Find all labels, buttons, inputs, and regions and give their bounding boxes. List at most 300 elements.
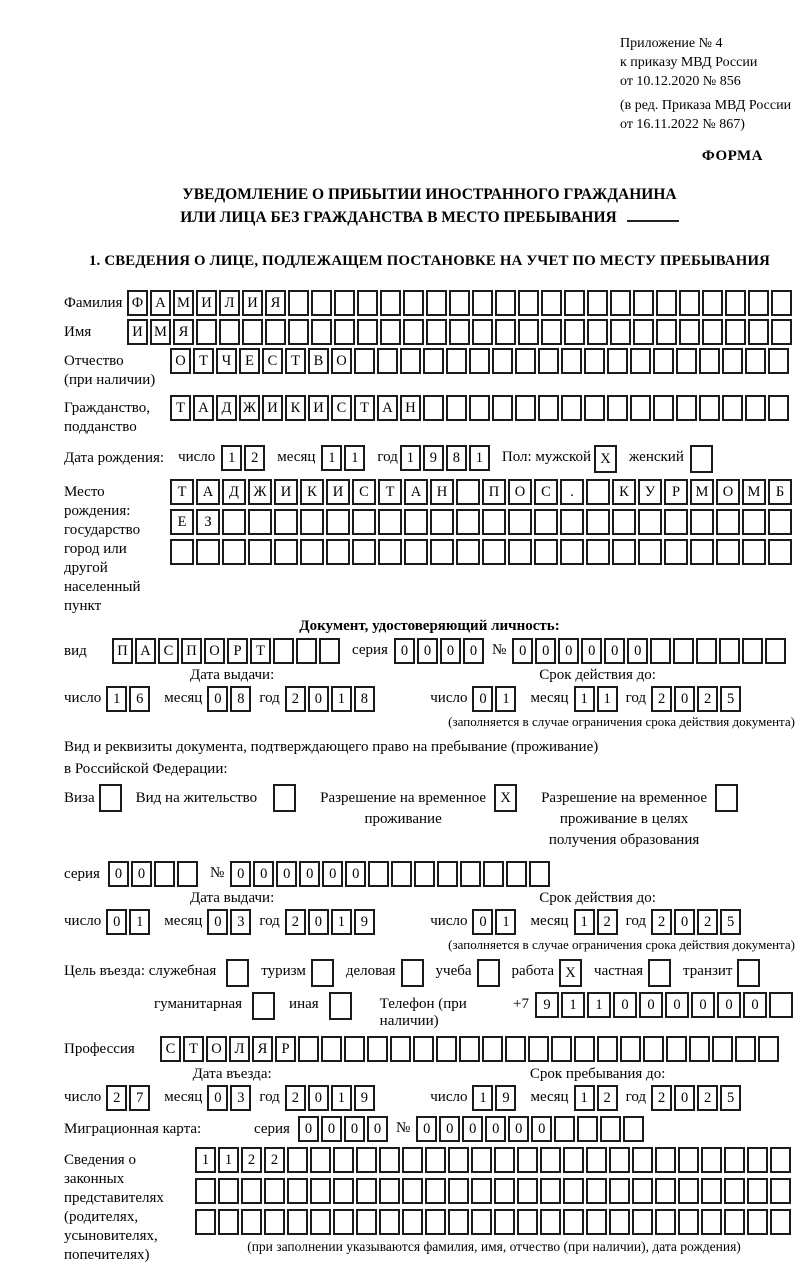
- char-box[interactable]: [702, 290, 723, 316]
- char-box[interactable]: 0: [508, 1116, 529, 1142]
- char-box[interactable]: [404, 509, 428, 535]
- char-box[interactable]: [423, 395, 444, 421]
- char-box[interactable]: [425, 1178, 446, 1204]
- char-box[interactable]: [699, 348, 720, 374]
- char-box[interactable]: [769, 992, 793, 1018]
- char-box[interactable]: [344, 1036, 365, 1062]
- char-box[interactable]: А: [150, 290, 171, 316]
- char-box[interactable]: [264, 1178, 285, 1204]
- char-box[interactable]: [515, 348, 536, 374]
- char-box[interactable]: [356, 1178, 377, 1204]
- char-box[interactable]: [357, 319, 378, 345]
- char-box[interactable]: [747, 1178, 768, 1204]
- char-box[interactable]: [287, 1209, 308, 1235]
- char-box[interactable]: [403, 319, 424, 345]
- char-box[interactable]: [587, 319, 608, 345]
- char-box[interactable]: [505, 1036, 526, 1062]
- char-box[interactable]: [472, 319, 493, 345]
- char-box[interactable]: [517, 1209, 538, 1235]
- char-box[interactable]: [196, 539, 220, 565]
- char-box[interactable]: Н: [430, 479, 454, 505]
- char-box[interactable]: [534, 539, 558, 565]
- char-box[interactable]: 0: [639, 992, 663, 1018]
- char-box[interactable]: 0: [308, 686, 329, 712]
- char-box[interactable]: [517, 1147, 538, 1173]
- char-box[interactable]: 0: [253, 861, 274, 887]
- char-box[interactable]: [402, 1147, 423, 1173]
- char-box[interactable]: [770, 1147, 791, 1173]
- char-box[interactable]: [508, 539, 532, 565]
- char-box[interactable]: [716, 509, 740, 535]
- char-box[interactable]: [722, 395, 743, 421]
- char-box[interactable]: И: [326, 479, 350, 505]
- char-box[interactable]: 0: [207, 1085, 228, 1111]
- char-box[interactable]: [664, 539, 688, 565]
- char-box[interactable]: [648, 959, 671, 987]
- char-box[interactable]: [300, 509, 324, 535]
- char-box[interactable]: [195, 1178, 216, 1204]
- char-box[interactable]: 0: [691, 992, 715, 1018]
- char-box[interactable]: [368, 861, 389, 887]
- char-box[interactable]: [482, 509, 506, 535]
- char-box[interactable]: [471, 1178, 492, 1204]
- char-box[interactable]: О: [204, 638, 225, 664]
- char-box[interactable]: А: [196, 479, 220, 505]
- char-box[interactable]: [377, 348, 398, 374]
- char-box[interactable]: [745, 348, 766, 374]
- char-box[interactable]: 0: [627, 638, 648, 664]
- char-box[interactable]: 0: [207, 686, 228, 712]
- char-box[interactable]: [367, 1036, 388, 1062]
- char-box[interactable]: [391, 861, 412, 887]
- char-box[interactable]: [310, 1147, 331, 1173]
- char-box[interactable]: [702, 319, 723, 345]
- char-box[interactable]: [333, 1209, 354, 1235]
- char-box[interactable]: [653, 348, 674, 374]
- char-box[interactable]: 0: [276, 861, 297, 887]
- char-box[interactable]: [357, 290, 378, 316]
- char-box[interactable]: [334, 290, 355, 316]
- char-box[interactable]: 1: [344, 445, 365, 471]
- char-box[interactable]: 1: [331, 1085, 352, 1111]
- char-box[interactable]: [551, 1036, 572, 1062]
- char-box[interactable]: [673, 638, 694, 664]
- char-box[interactable]: 5: [720, 1085, 741, 1111]
- char-box[interactable]: [460, 861, 481, 887]
- char-box[interactable]: Е: [170, 509, 194, 535]
- char-box[interactable]: [678, 1209, 699, 1235]
- char-box[interactable]: Е: [239, 348, 260, 374]
- char-box[interactable]: [329, 992, 352, 1020]
- char-box[interactable]: [679, 290, 700, 316]
- char-box[interactable]: [632, 1209, 653, 1235]
- char-box[interactable]: [541, 290, 562, 316]
- char-box[interactable]: [630, 348, 651, 374]
- char-box[interactable]: 2: [597, 1085, 618, 1111]
- char-box[interactable]: 1: [129, 909, 150, 935]
- char-box[interactable]: [600, 1116, 621, 1142]
- char-box[interactable]: Т: [183, 1036, 204, 1062]
- char-box[interactable]: [287, 1178, 308, 1204]
- char-box[interactable]: [561, 395, 582, 421]
- char-box[interactable]: [483, 861, 504, 887]
- char-box[interactable]: Ф: [127, 290, 148, 316]
- char-box[interactable]: [534, 509, 558, 535]
- char-box[interactable]: И: [308, 395, 329, 421]
- char-box[interactable]: 1: [574, 909, 595, 935]
- char-box[interactable]: И: [262, 395, 283, 421]
- char-box[interactable]: 0: [440, 638, 461, 664]
- char-box[interactable]: [632, 1147, 653, 1173]
- char-box[interactable]: Л: [229, 1036, 250, 1062]
- char-box[interactable]: [623, 1116, 644, 1142]
- char-box[interactable]: [326, 509, 350, 535]
- char-box[interactable]: [403, 290, 424, 316]
- char-box[interactable]: 0: [230, 861, 251, 887]
- char-box[interactable]: 0: [344, 1116, 365, 1142]
- char-box[interactable]: Д: [222, 479, 246, 505]
- char-box[interactable]: 0: [674, 1085, 695, 1111]
- char-box[interactable]: [196, 319, 217, 345]
- char-box[interactable]: [666, 1036, 687, 1062]
- char-box[interactable]: [469, 348, 490, 374]
- char-box[interactable]: И: [274, 479, 298, 505]
- char-box[interactable]: [664, 509, 688, 535]
- char-box[interactable]: С: [352, 479, 376, 505]
- char-box[interactable]: [515, 395, 536, 421]
- char-box[interactable]: [477, 959, 500, 987]
- char-box[interactable]: [222, 539, 246, 565]
- char-box[interactable]: [747, 1147, 768, 1173]
- char-box[interactable]: [426, 319, 447, 345]
- char-box[interactable]: [378, 539, 402, 565]
- char-box[interactable]: [586, 1178, 607, 1204]
- char-box[interactable]: [352, 539, 376, 565]
- char-box[interactable]: [586, 479, 610, 505]
- char-box[interactable]: А: [377, 395, 398, 421]
- char-box[interactable]: [333, 1147, 354, 1173]
- char-box[interactable]: [528, 1036, 549, 1062]
- char-box[interactable]: 2: [651, 1085, 672, 1111]
- char-box[interactable]: [638, 509, 662, 535]
- char-box[interactable]: [273, 784, 296, 812]
- char-box[interactable]: [430, 509, 454, 535]
- char-box[interactable]: Р: [275, 1036, 296, 1062]
- char-box[interactable]: [586, 509, 610, 535]
- char-box[interactable]: [414, 861, 435, 887]
- char-box[interactable]: 1: [331, 686, 352, 712]
- char-box[interactable]: [725, 319, 746, 345]
- char-box[interactable]: [609, 1209, 630, 1235]
- char-box[interactable]: [725, 290, 746, 316]
- char-box[interactable]: [584, 395, 605, 421]
- char-box[interactable]: [472, 290, 493, 316]
- char-box[interactable]: 0: [108, 861, 129, 887]
- char-box[interactable]: Т: [170, 479, 194, 505]
- char-box[interactable]: 2: [285, 686, 306, 712]
- char-box[interactable]: И: [242, 290, 263, 316]
- char-box[interactable]: [768, 539, 792, 565]
- char-box[interactable]: А: [135, 638, 156, 664]
- char-box[interactable]: [425, 1209, 446, 1235]
- char-box[interactable]: 8: [354, 686, 375, 712]
- char-box[interactable]: [632, 1178, 653, 1204]
- char-box[interactable]: М: [150, 319, 171, 345]
- char-box[interactable]: [356, 1147, 377, 1173]
- char-box[interactable]: [226, 959, 249, 987]
- char-box[interactable]: [326, 539, 350, 565]
- char-box[interactable]: 1: [195, 1147, 216, 1173]
- char-box[interactable]: [378, 509, 402, 535]
- char-box[interactable]: .: [560, 479, 584, 505]
- char-box[interactable]: [517, 1178, 538, 1204]
- char-box[interactable]: 2: [697, 686, 718, 712]
- char-box[interactable]: [554, 1116, 575, 1142]
- char-box[interactable]: 0: [531, 1116, 552, 1142]
- char-box[interactable]: [446, 348, 467, 374]
- char-box[interactable]: С: [331, 395, 352, 421]
- char-box[interactable]: [334, 319, 355, 345]
- char-box[interactable]: [737, 959, 760, 987]
- char-box[interactable]: [630, 395, 651, 421]
- char-box[interactable]: [300, 539, 324, 565]
- char-box[interactable]: [770, 1209, 791, 1235]
- char-box[interactable]: М: [690, 479, 714, 505]
- char-box[interactable]: [426, 290, 447, 316]
- char-box[interactable]: 0: [535, 638, 556, 664]
- char-box[interactable]: [425, 1147, 446, 1173]
- char-box[interactable]: С: [160, 1036, 181, 1062]
- char-box[interactable]: 1: [574, 686, 595, 712]
- char-box[interactable]: Р: [664, 479, 688, 505]
- char-box[interactable]: [563, 1178, 584, 1204]
- char-box[interactable]: [298, 1036, 319, 1062]
- char-box[interactable]: [356, 1209, 377, 1235]
- char-box[interactable]: [288, 319, 309, 345]
- char-box[interactable]: [379, 1147, 400, 1173]
- char-box[interactable]: Т: [354, 395, 375, 421]
- char-box[interactable]: [400, 348, 421, 374]
- char-box[interactable]: [612, 509, 636, 535]
- char-box[interactable]: 0: [345, 861, 366, 887]
- char-box[interactable]: 0: [299, 861, 320, 887]
- char-box[interactable]: [218, 1209, 239, 1235]
- char-box[interactable]: [482, 539, 506, 565]
- char-box[interactable]: Б: [768, 479, 792, 505]
- char-box[interactable]: И: [196, 290, 217, 316]
- char-box[interactable]: [676, 395, 697, 421]
- char-box[interactable]: [563, 1147, 584, 1173]
- char-box[interactable]: [379, 1209, 400, 1235]
- char-box[interactable]: 2: [697, 1085, 718, 1111]
- char-box[interactable]: [311, 959, 334, 987]
- char-box[interactable]: [99, 784, 122, 812]
- char-box[interactable]: [758, 1036, 779, 1062]
- char-box[interactable]: [177, 861, 198, 887]
- char-box[interactable]: [248, 539, 272, 565]
- char-box[interactable]: [770, 1178, 791, 1204]
- char-box[interactable]: 0: [462, 1116, 483, 1142]
- char-box[interactable]: 0: [472, 909, 493, 935]
- char-box[interactable]: [508, 509, 532, 535]
- char-box[interactable]: 9: [535, 992, 559, 1018]
- char-box[interactable]: [678, 1178, 699, 1204]
- char-box[interactable]: [560, 509, 584, 535]
- char-box[interactable]: [319, 638, 340, 664]
- char-box[interactable]: [701, 1209, 722, 1235]
- char-box[interactable]: [655, 1147, 676, 1173]
- char-box[interactable]: 9: [354, 1085, 375, 1111]
- char-box[interactable]: [699, 395, 720, 421]
- char-box[interactable]: [748, 290, 769, 316]
- char-box[interactable]: [586, 1209, 607, 1235]
- char-box[interactable]: [518, 290, 539, 316]
- char-box[interactable]: [494, 1178, 515, 1204]
- char-box[interactable]: 0: [321, 1116, 342, 1142]
- char-box[interactable]: [413, 1036, 434, 1062]
- char-box[interactable]: М: [173, 290, 194, 316]
- char-box[interactable]: [577, 1116, 598, 1142]
- char-box[interactable]: [610, 319, 631, 345]
- char-box[interactable]: [518, 319, 539, 345]
- char-box[interactable]: [529, 861, 550, 887]
- char-box[interactable]: [701, 1178, 722, 1204]
- char-box[interactable]: О: [206, 1036, 227, 1062]
- char-box[interactable]: 1: [400, 445, 421, 471]
- char-box[interactable]: [541, 319, 562, 345]
- char-box[interactable]: 9: [423, 445, 444, 471]
- char-box[interactable]: Н: [400, 395, 421, 421]
- char-box[interactable]: X: [559, 959, 582, 987]
- char-box[interactable]: [765, 638, 786, 664]
- char-box[interactable]: З: [196, 509, 220, 535]
- char-box[interactable]: 0: [367, 1116, 388, 1142]
- char-box[interactable]: У: [638, 479, 662, 505]
- char-box[interactable]: [506, 861, 527, 887]
- char-box[interactable]: [742, 539, 766, 565]
- char-box[interactable]: 0: [613, 992, 637, 1018]
- char-box[interactable]: [495, 319, 516, 345]
- char-box[interactable]: 2: [285, 1085, 306, 1111]
- char-box[interactable]: [448, 1147, 469, 1173]
- char-box[interactable]: [494, 1147, 515, 1173]
- char-box[interactable]: [195, 1209, 216, 1235]
- char-box[interactable]: 2: [597, 909, 618, 935]
- char-box[interactable]: 3: [230, 1085, 251, 1111]
- char-box[interactable]: П: [181, 638, 202, 664]
- char-box[interactable]: Л: [219, 290, 240, 316]
- char-box[interactable]: 2: [241, 1147, 262, 1173]
- char-box[interactable]: 0: [322, 861, 343, 887]
- char-box[interactable]: 0: [416, 1116, 437, 1142]
- char-box[interactable]: [170, 539, 194, 565]
- char-box[interactable]: [561, 348, 582, 374]
- char-box[interactable]: [560, 539, 584, 565]
- char-box[interactable]: Я: [252, 1036, 273, 1062]
- char-box[interactable]: [612, 539, 636, 565]
- char-box[interactable]: 2: [697, 909, 718, 935]
- char-box[interactable]: 2: [651, 686, 672, 712]
- char-box[interactable]: 1: [574, 1085, 595, 1111]
- char-box[interactable]: О: [331, 348, 352, 374]
- char-box[interactable]: [768, 395, 789, 421]
- char-box[interactable]: И: [127, 319, 148, 345]
- char-box[interactable]: [724, 1147, 745, 1173]
- char-box[interactable]: [492, 348, 513, 374]
- char-box[interactable]: [586, 1147, 607, 1173]
- char-box[interactable]: 2: [651, 909, 672, 935]
- char-box[interactable]: [448, 1178, 469, 1204]
- char-box[interactable]: [724, 1178, 745, 1204]
- char-box[interactable]: Т: [193, 348, 214, 374]
- char-box[interactable]: [252, 992, 275, 1020]
- char-box[interactable]: [456, 539, 480, 565]
- char-box[interactable]: 0: [308, 1085, 329, 1111]
- char-box[interactable]: [609, 1178, 630, 1204]
- char-box[interactable]: [633, 290, 654, 316]
- char-box[interactable]: [742, 638, 763, 664]
- char-box[interactable]: [402, 1178, 423, 1204]
- char-box[interactable]: [404, 539, 428, 565]
- char-box[interactable]: 0: [674, 909, 695, 935]
- char-box[interactable]: [656, 319, 677, 345]
- char-box[interactable]: 0: [417, 638, 438, 664]
- char-box[interactable]: [712, 1036, 733, 1062]
- char-box[interactable]: [771, 319, 792, 345]
- char-box[interactable]: 1: [469, 445, 490, 471]
- char-box[interactable]: [242, 319, 263, 345]
- char-box[interactable]: [768, 509, 792, 535]
- char-box[interactable]: 0: [604, 638, 625, 664]
- char-box[interactable]: [607, 348, 628, 374]
- char-box[interactable]: 9: [495, 1085, 516, 1111]
- char-box[interactable]: [436, 1036, 457, 1062]
- char-box[interactable]: 1: [597, 686, 618, 712]
- char-box[interactable]: [701, 1147, 722, 1173]
- char-box[interactable]: 0: [131, 861, 152, 887]
- char-box[interactable]: [690, 445, 713, 473]
- char-box[interactable]: [380, 290, 401, 316]
- char-box[interactable]: [564, 319, 585, 345]
- char-box[interactable]: 0: [717, 992, 741, 1018]
- char-box[interactable]: [638, 539, 662, 565]
- char-box[interactable]: 0: [298, 1116, 319, 1142]
- char-box[interactable]: 0: [512, 638, 533, 664]
- char-box[interactable]: К: [300, 479, 324, 505]
- char-box[interactable]: X: [494, 784, 517, 812]
- char-box[interactable]: Д: [216, 395, 237, 421]
- char-box[interactable]: 8: [230, 686, 251, 712]
- char-box[interactable]: [449, 290, 470, 316]
- char-box[interactable]: [656, 290, 677, 316]
- char-box[interactable]: [423, 348, 444, 374]
- char-box[interactable]: [607, 395, 628, 421]
- char-box[interactable]: [321, 1036, 342, 1062]
- char-box[interactable]: [219, 319, 240, 345]
- char-box[interactable]: [620, 1036, 641, 1062]
- char-box[interactable]: [354, 348, 375, 374]
- char-box[interactable]: С: [262, 348, 283, 374]
- char-box[interactable]: [449, 319, 470, 345]
- char-box[interactable]: 0: [581, 638, 602, 664]
- char-box[interactable]: 0: [674, 686, 695, 712]
- char-box[interactable]: 6: [129, 686, 150, 712]
- char-box[interactable]: [747, 1209, 768, 1235]
- char-box[interactable]: Р: [227, 638, 248, 664]
- char-box[interactable]: [448, 1209, 469, 1235]
- char-box[interactable]: [676, 348, 697, 374]
- char-box[interactable]: Ж: [248, 479, 272, 505]
